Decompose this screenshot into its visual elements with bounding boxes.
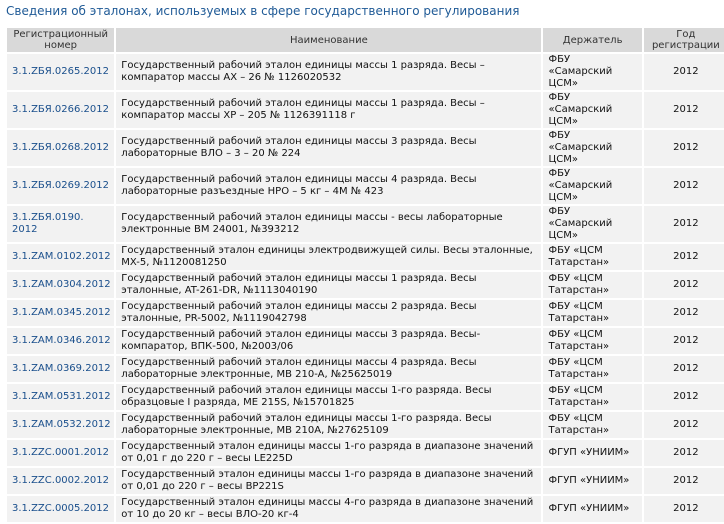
standard-name: Государственный рабочий эталон единицы массы 1 разряда. Весы – компаратор массы АХ – 26 № 1126020532 — [116, 54, 541, 90]
reg-number-link[interactable]: 3.1.ZAM.0345.2012 — [7, 300, 114, 326]
reg-number-link[interactable]: 3.1.ZAM.0369.2012 — [7, 356, 114, 382]
registration-year: 2012 — [644, 412, 724, 438]
standard-name: Государственный рабочий эталон единицы массы 4 разряда. Весы лабораторные разъездные НРО – 5 кг – 4М № 423 — [116, 168, 541, 204]
standard-name: Государственный рабочий эталон единицы массы 2 разряда. Весы эталонные, PR-5002, №1119042798 — [116, 300, 541, 326]
reg-number-link[interactable]: 3.1.ZБЯ.0265.2012 — [7, 54, 114, 90]
reg-number-link[interactable]: 3.1.ZAM.0304.2012 — [7, 272, 114, 298]
registration-year: 2012 — [644, 440, 724, 466]
table-row — [7, 272, 724, 298]
registration-year: 2012 — [644, 356, 724, 382]
header-name: Наименование — [116, 28, 541, 52]
registration-year: 2012 — [644, 130, 724, 166]
registration-year: 2012 — [644, 496, 724, 522]
standard-name: Государственный рабочий эталон единицы массы - весы лабораторные электронные ВМ 24001, №393212 — [116, 206, 541, 242]
holder-name: ФБУ «Самарский ЦСМ» — [543, 130, 641, 166]
registration-year: 2012 — [644, 328, 724, 354]
standard-name: Государственный рабочий эталон единицы массы 4 разряда. Весы лабораторные электронные, MB 210-A, №25625019 — [116, 356, 541, 382]
table-row — [7, 328, 724, 354]
standard-name: Государственный рабочий эталон единицы массы 1 разряда. Весы эталонные, AT-261-DR, №1113040190 — [116, 272, 541, 298]
table-row — [7, 356, 724, 382]
table-row — [7, 168, 724, 204]
registration-year: 2012 — [644, 92, 724, 128]
table-row — [7, 440, 724, 466]
header-year: Год регистрации — [644, 28, 724, 52]
table-row — [7, 468, 724, 494]
reg-number-link[interactable]: 3.1.ZZC.0001.2012 — [7, 440, 114, 466]
standard-name: Государственный эталон единицы массы 1-го разряда в диапазоне значений от 0,01 до 220 г – весы BP221S — [116, 468, 541, 494]
registration-year: 2012 — [644, 272, 724, 298]
reg-number-link[interactable]: 3.1.ZAM.0102.2012 — [7, 244, 114, 270]
table-header-row — [7, 28, 724, 52]
table-row — [7, 300, 724, 326]
holder-name: ФБУ «Самарский ЦСМ» — [543, 92, 641, 128]
registration-year: 2012 — [644, 244, 724, 270]
standard-name: Государственный рабочий эталон единицы массы 3 разряда. Весы-компаратор, ВПК-500, №2003/06 — [116, 328, 541, 354]
standard-name: Государственный эталон единицы массы 1-го разряда в диапазоне значений от 0,01 г до 220 г – весы LE225D — [116, 440, 541, 466]
header-reg-number: Регистрационный номер — [7, 28, 114, 52]
registration-year: 2012 — [644, 168, 724, 204]
standard-name: Государственный эталон единицы электродвижущей силы. Весы эталонные, MX-5, №1120081250 — [116, 244, 541, 270]
holder-name: ФГУП «УНИИМ» — [543, 440, 641, 466]
standard-name: Государственный рабочий эталон единицы массы 1-го разряда. Весы образцовые I разряда, ME 215S, №15701825 — [116, 384, 541, 410]
table-row — [7, 384, 724, 410]
holder-name: ФБУ «ЦСМ Татарстан» — [543, 272, 641, 298]
reg-number-link[interactable]: 3.1.ZAM.0532.2012 — [7, 412, 114, 438]
reg-number-link[interactable]: 3.1.ZБЯ.0266.2012 — [7, 92, 114, 128]
standard-name: Государственный рабочий эталон единицы массы 3 разряда. Весы лабораторные ВЛО – 3 – 20 № 224 — [116, 130, 541, 166]
holder-name: ФБУ «Самарский ЦСМ» — [543, 54, 641, 90]
page-title: Сведения об эталонах, используемых в сфере государственного регулирования — [6, 4, 520, 18]
reg-number-link[interactable]: 3.1.ZZC.0005.2012 — [7, 496, 114, 522]
reg-number-link[interactable]: 3.1.ZБЯ.0268.2012 — [7, 130, 114, 166]
table-row — [7, 130, 724, 166]
holder-name: ФБУ «ЦСМ Татарстан» — [543, 356, 641, 382]
holder-name: ФГУП «УНИИМ» — [543, 468, 641, 494]
standards-table — [5, 26, 724, 524]
holder-name: ФБУ «Самарский ЦСМ» — [543, 206, 641, 242]
table-row — [7, 54, 724, 90]
registration-year: 2012 — [644, 54, 724, 90]
holder-name: ФБУ «ЦСМ Татарстан» — [543, 244, 641, 270]
table-row — [7, 496, 724, 522]
table-row — [7, 206, 724, 242]
registration-year: 2012 — [644, 468, 724, 494]
reg-number-link[interactable]: 3.1.ZБЯ.0190. 2012 — [7, 206, 114, 242]
header-holder: Держатель — [543, 28, 641, 52]
registration-year: 2012 — [644, 300, 724, 326]
reg-number-link[interactable]: 3.1.ZZC.0002.2012 — [7, 468, 114, 494]
registration-year: 2012 — [644, 384, 724, 410]
holder-name: ФБУ «Самарский ЦСМ» — [543, 168, 641, 204]
holder-name: ФБУ «ЦСМ Татарстан» — [543, 412, 641, 438]
reg-number-link[interactable]: 3.1.ZAM.0346.2012 — [7, 328, 114, 354]
reg-number-link[interactable]: 3.1.ZAM.0531.2012 — [7, 384, 114, 410]
holder-name: ФБУ «ЦСМ Татарстан» — [543, 328, 641, 354]
standard-name: Государственный эталон единицы массы 4-го разряда в диапазоне значений от 10 до 20 кг – весы ВЛО-20 кг-4 — [116, 496, 541, 522]
registration-year: 2012 — [644, 206, 724, 242]
holder-name: ФБУ «ЦСМ Татарстан» — [543, 300, 641, 326]
holder-name: ФБУ «ЦСМ Татарстан» — [543, 384, 641, 410]
table-row — [7, 244, 724, 270]
reg-number-link[interactable]: 3.1.ZБЯ.0269.2012 — [7, 168, 114, 204]
standard-name: Государственный рабочий эталон единицы массы 1 разряда. Весы – компаратор массы ХР – 205 № 1126391118 г — [116, 92, 541, 128]
table-row — [7, 92, 724, 128]
table-row — [7, 412, 724, 438]
standard-name: Государственный рабочий эталон единицы массы 1-го разряда. Весы лабораторные электронные, MB 210A, №27625109 — [116, 412, 541, 438]
holder-name: ФГУП «УНИИМ» — [543, 496, 641, 522]
